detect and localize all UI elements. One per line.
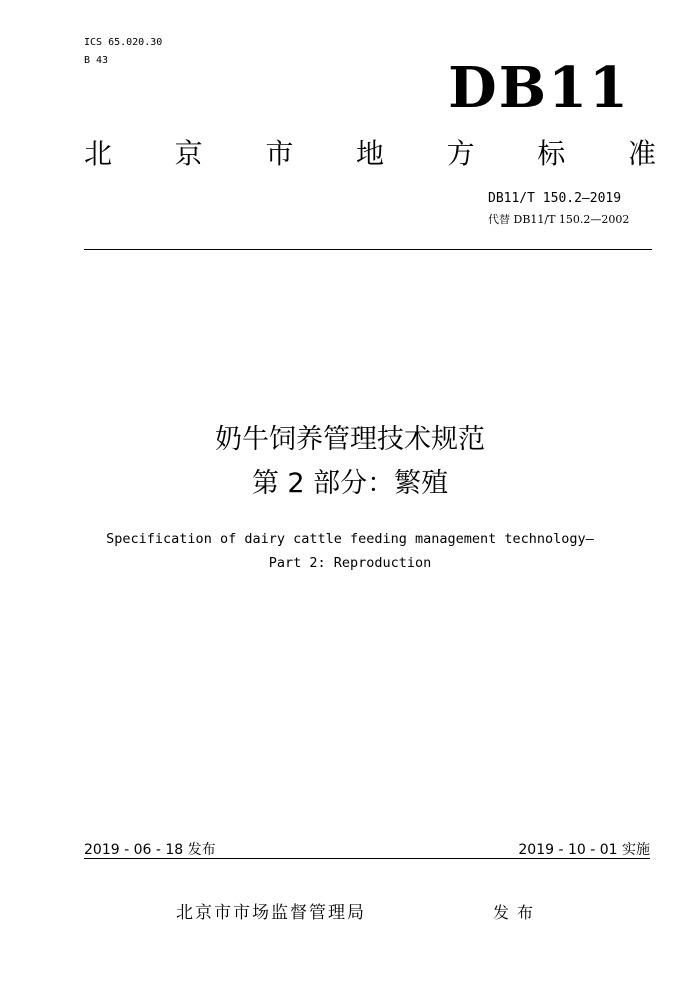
title-english-line2: Part 2: Reproduction [268,555,432,571]
title-english-line1: Specification of dairy cattle feeding management technology— [106,531,594,547]
publish-date: 2019 - 06 - 18 发布 [84,842,216,858]
header-divider [84,249,652,250]
issuing-authority: 北京市市场监督管理局 [176,903,366,923]
standard-type-char: 准 [627,137,656,170]
title-chinese-part: 第 2 部分：繁殖 [251,468,449,499]
title-chinese-main: 奶牛饲养管理技术规范 [215,424,485,455]
implementation-date: 2019 - 10 - 01 实施 [518,842,650,858]
standard-type-char: 地 [355,137,384,170]
issue-label: 发布 [493,903,542,922]
standard-type-title [84,134,656,174]
replaces-standard: 代替 DB11/T 150.2—2002 [488,213,630,226]
db11-logo: DB11 [448,55,630,121]
date-divider [84,858,650,859]
standard-type-char: 标 [537,137,566,170]
ics-code: ICS 65.020.30 [84,37,163,48]
standard-type-char: 京 [174,137,203,170]
standard-type-char: 市 [265,137,294,170]
standard-number: DB11/T 150.2—2019 [488,191,622,206]
standard-type-char: 北 [84,137,113,170]
standard-type-char: 方 [446,137,475,170]
classification-code: B 43 [84,55,109,66]
